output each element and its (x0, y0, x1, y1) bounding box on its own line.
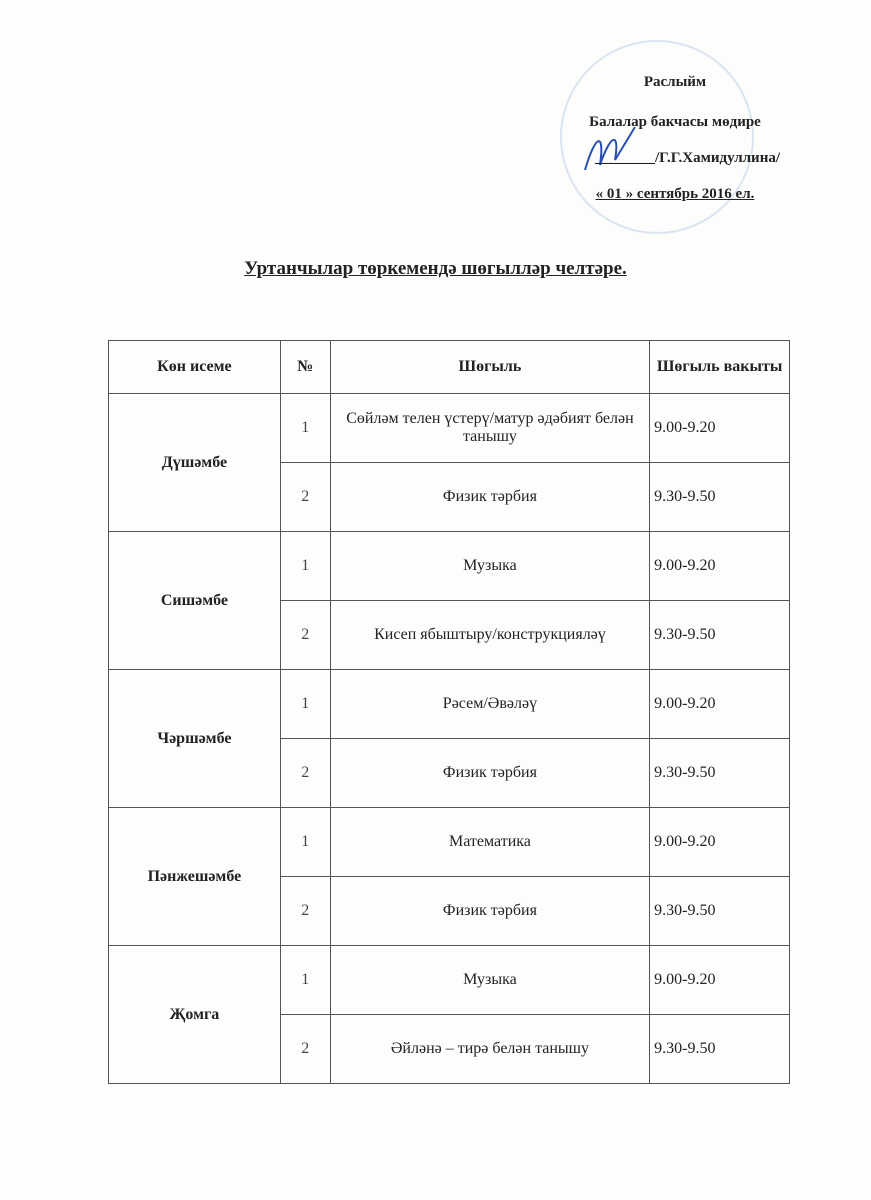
activity-time: 9.00-9.20 (650, 532, 790, 601)
activity-name: Әйләнә – тирә белән танышу (330, 1015, 649, 1084)
activity-time: 9.30-9.50 (650, 1015, 790, 1084)
approval-heading: Раслыйм (643, 74, 707, 90)
activity-time: 9.30-9.50 (650, 463, 790, 532)
table-row (109, 808, 790, 877)
day-name: Сишәмбе (109, 532, 281, 670)
activity-name: Музыка (330, 532, 649, 601)
activity-time: 9.00-9.20 (650, 670, 790, 739)
activity-name: Кисеп ябыштыру/конструкцияләү (330, 601, 649, 670)
approval-signature-line: ________/Г.Г.Хамидуллина/ (594, 150, 780, 166)
activity-name: Рәсем/Әвәләү (330, 670, 649, 739)
header-day: Көн исеме (109, 341, 281, 394)
table-row (109, 532, 790, 601)
header-activity: Шөгыль (330, 341, 649, 394)
activity-name: Математика (330, 808, 649, 877)
activity-time: 9.30-9.50 (650, 739, 790, 808)
activity-number: 1 (280, 946, 330, 1015)
approval-date: « 01 » сентябрь 2016 ел. (595, 186, 755, 202)
day-name: Чәршәмбе (109, 670, 281, 808)
activity-time: 9.00-9.20 (650, 946, 790, 1015)
table-header (109, 341, 790, 394)
activity-number: 2 (280, 601, 330, 670)
activity-number: 1 (280, 394, 330, 463)
page-title: Уртанчылар төркемендә шөгылләр челтәре. (244, 258, 627, 279)
activity-number: 1 (280, 532, 330, 601)
activity-name: Сөйләм телен үстерү/матур әдәбият белән танышу (330, 394, 649, 463)
activity-number: 2 (280, 463, 330, 532)
activity-number: 2 (280, 739, 330, 808)
activity-number: 1 (280, 670, 330, 739)
table-row (109, 946, 790, 1015)
activity-name: Физик тәрбия (330, 877, 649, 946)
day-name: Дүшәмбе (109, 394, 281, 532)
activity-number: 2 (280, 877, 330, 946)
table-row (109, 394, 790, 463)
activity-number: 2 (280, 1015, 330, 1084)
activity-name: Физик тәрбия (330, 463, 649, 532)
activity-time: 9.30-9.50 (650, 877, 790, 946)
activity-time: 9.00-9.20 (650, 808, 790, 877)
table-row (109, 670, 790, 739)
activity-number: 1 (280, 808, 330, 877)
header-time: Шөгыль вакыты (650, 341, 790, 394)
activity-name: Физик тәрбия (330, 739, 649, 808)
schedule-table (108, 340, 790, 1084)
activity-name: Музыка (330, 946, 649, 1015)
day-name: Җомга (109, 946, 281, 1084)
activity-time: 9.00-9.20 (650, 394, 790, 463)
header-number: № (280, 341, 330, 394)
day-name: Пәнжешәмбе (109, 808, 281, 946)
activity-time: 9.30-9.50 (650, 601, 790, 670)
approval-position: Балалар бакчасы мөдире (589, 114, 761, 130)
